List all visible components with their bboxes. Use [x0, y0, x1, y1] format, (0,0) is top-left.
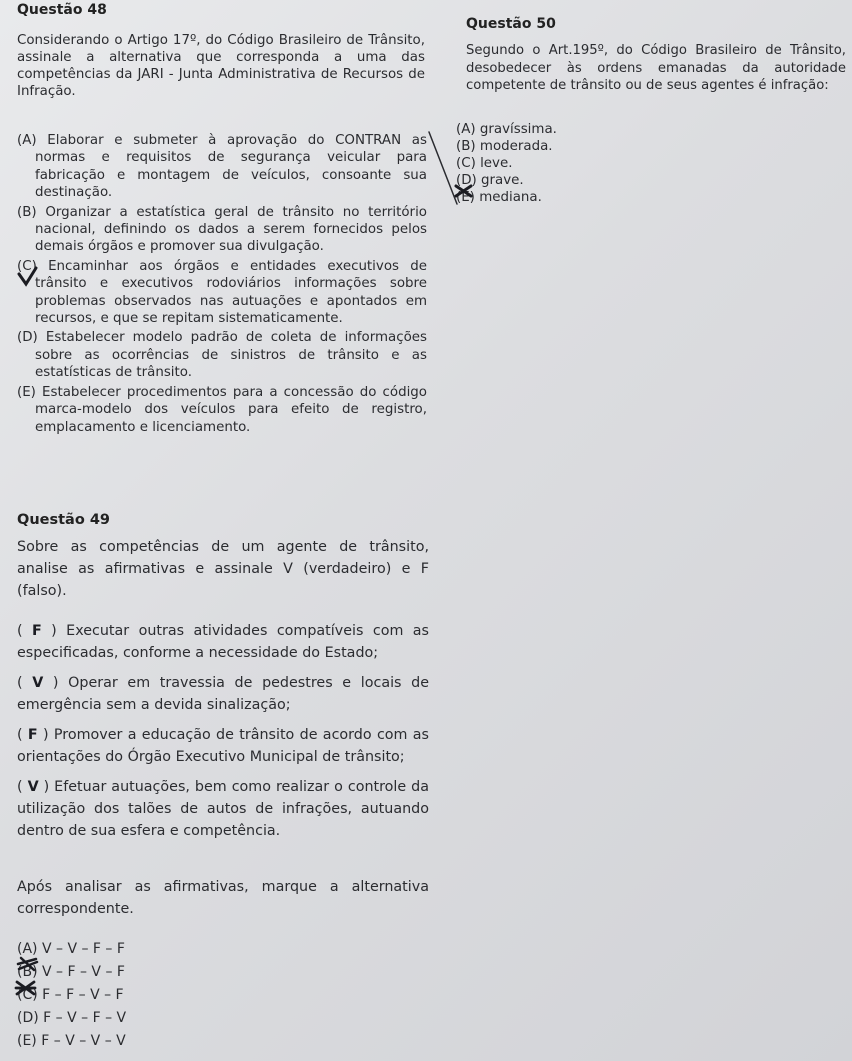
option-c[interactable] [456, 155, 756, 172]
cross-mark-icon [14, 979, 38, 997]
alt-text: V – V – F – F [41, 941, 125, 957]
question-49 [17, 512, 429, 1053]
option-label: (D) [17, 330, 38, 346]
question-50-options [456, 121, 756, 206]
option-c[interactable] [17, 258, 427, 328]
alternative-a[interactable] [17, 938, 429, 961]
tf-mark: V [32, 675, 44, 691]
tf-item-3[interactable]: ( F ) Promover a educação de trânsito de acordo com as orientações do Órgão Executivo Municipal de trânsito; [17, 727, 430, 765]
tf-item-1[interactable]: ( F ) Executar outras atividades compatíveis com as especificadas, conforme a necessidade do Estado; [17, 623, 429, 661]
pen-stroke-icon [425, 128, 465, 208]
answer-check-mark-icon [17, 266, 39, 292]
option-text: Encaminhar aos órgãos e entidades executivos de trânsito e executivos rodoviários informações sobre problemas observados nas autuações e apontados em recursos, e que se repitam sistematicamente. [35, 258, 427, 327]
option-text: gravíssima. [479, 122, 557, 137]
option-text: Organizar a estatística geral de trânsito no território nacional, definindo os dados a serem fornecidos pelos demais órgãos e promover sua divulgação. [35, 204, 427, 255]
option-label: (D) [456, 173, 477, 188]
question-49-instruction: Após analisar as afirmativas, marque a alternativa correspondente. [17, 879, 429, 917]
tf-text: Executar outras atividades compatíveis com as especificadas, conforme a necessidade do Estado; [17, 623, 429, 661]
question-48-title: Questão 48 [17, 2, 107, 18]
tf-text: Operar em travessia de pedestres e locais de emergência sem a devida sinalização; [17, 675, 430, 713]
alternative-d[interactable] [17, 1007, 429, 1030]
question-50-title: Questão 50 [466, 16, 556, 32]
tf-text: Promover a educação de trânsito de acordo com as orientações do Órgão Executivo Municipal de trânsito; [17, 727, 430, 765]
option-text: moderada. [479, 139, 553, 154]
option-e[interactable] [17, 384, 427, 436]
question-49-title: Questão 49 [17, 512, 111, 528]
tf-item-2[interactable]: ( V ) Operar em travessia de pedestres e locais de emergência sem a devida sinalização; [17, 675, 430, 713]
option-label: (E) [456, 190, 475, 205]
option-text: mediana. [479, 190, 542, 205]
option-e[interactable] [456, 189, 756, 206]
option-text: leve. [480, 156, 513, 171]
tf-mark: F [31, 623, 42, 639]
question-49-stem: Sobre as competências de um agente de trânsito, analise as afirmativas e assinale V (verdadeiro) e F (falso). [17, 539, 429, 599]
option-label: (C) [17, 258, 37, 274]
option-b[interactable] [456, 138, 756, 155]
tf-mark: V [27, 779, 39, 795]
alternative-c[interactable] [17, 984, 429, 1007]
option-a[interactable] [456, 121, 756, 138]
tf-item-4[interactable]: ( V ) Efetuar autuações, bem como realizar o controle da utilização dos talões de autos de infrações, autuando dentro de sua esfera e competência. [17, 779, 430, 839]
alt-label: (B) [17, 964, 38, 980]
option-text: Estabelecer procedimentos para a concessão do código marca-modelo dos veículos para efeito de registro, emplacamento e licenciamento. [35, 384, 427, 435]
option-a[interactable] [17, 132, 427, 202]
option-label: (C) [456, 156, 476, 171]
alt-text: V – F – V – F [41, 964, 125, 980]
tf-mark: F [27, 727, 38, 743]
alt-label: (A) [17, 941, 38, 957]
question-49-alternatives [17, 938, 429, 1053]
option-label: (B) [17, 204, 37, 220]
question-50-stem: Segundo o Art.195º, do Código Brasileiro de Trânsito, desobedecer às ordens emanadas da autoridade competente de trânsito ou de seus agentes é infração: [466, 43, 846, 93]
alt-label: (D) [17, 1010, 39, 1026]
option-b[interactable] [17, 204, 427, 256]
alternative-b[interactable] [17, 961, 429, 984]
alt-text: F – V – V – V [41, 1033, 126, 1049]
option-label: (A) [17, 133, 37, 148]
question-48-options [17, 132, 427, 436]
alt-text: F – V – F – V [43, 1010, 127, 1026]
scribble-mark-icon [16, 955, 40, 973]
option-text: grave. [481, 173, 524, 188]
option-text: Estabelecer modelo padrão de coleta de informações sobre as ocorrências de sinistros de trânsito e as estatísticas de trânsito. [35, 330, 427, 381]
question-48-stem: Considerando o Artigo 17º, do Código Brasileiro de Trânsito, assinale a alternativa que corresponda a uma das competências da JARI - Junta Administrativa de Recursos de Infração. [17, 33, 425, 99]
alternative-e[interactable] [17, 1030, 429, 1053]
alt-text: F – F – V – F [42, 987, 124, 1003]
option-label: (A) [456, 122, 476, 137]
option-label: (B) [456, 139, 476, 154]
option-label: (E) [17, 384, 36, 400]
option-d[interactable] [17, 329, 427, 381]
option-d[interactable] [456, 172, 756, 189]
alt-label: (C) [17, 987, 38, 1003]
option-text: Elaborar e submeter à aprovação do CONTRAN as normas e requisitos de segurança veicular para fabricação e montagem de veículos, consoante sua destinação. [35, 133, 427, 201]
tf-text: Efetuar autuações, bem como realizar o controle da utilização dos talões de autos de infrações, autuando dentro de sua esfera e competência. [17, 779, 430, 839]
true-false-items [17, 620, 429, 842]
alt-label: (E) [17, 1033, 37, 1049]
